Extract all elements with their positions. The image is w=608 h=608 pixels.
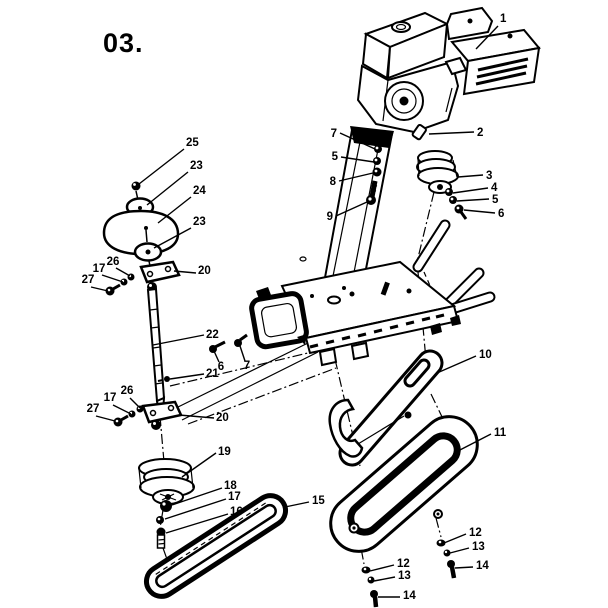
deck-hole: [310, 294, 314, 298]
leader-line-14r: [455, 567, 473, 568]
callout-label-4: 4: [491, 182, 498, 194]
callout-label-6r: 6: [498, 208, 505, 220]
callout-label-6m: 6: [217, 361, 225, 373]
belt-guard-11: [319, 405, 489, 563]
callout-label-26a: 26: [106, 256, 120, 268]
callout-label-26b: 26: [120, 385, 134, 397]
washer-8: [373, 168, 382, 177]
leader-line-2: [429, 132, 474, 134]
washer-5-right: [449, 196, 457, 204]
leader-line-7m: [240, 346, 245, 361]
leader-line-23a: [147, 172, 188, 205]
front-loop-bracket: [250, 292, 308, 348]
callout-label-8: 8: [329, 176, 336, 188]
washer-4: [445, 188, 453, 196]
lockwasher-13-right: [444, 550, 451, 557]
bolt-14-right: [447, 560, 455, 578]
deck-hole: [342, 286, 346, 290]
callout-label-7m: 7: [243, 360, 251, 372]
shaft-22: [148, 289, 164, 413]
washer-7: [374, 145, 382, 153]
leader-line-4: [453, 188, 488, 193]
leader-line-13r: [450, 548, 469, 553]
callout-label-27b: 27: [86, 403, 100, 415]
engine-pulley-3: [417, 151, 458, 193]
callout-label-14r: 14: [476, 560, 489, 572]
washer-17-pulley: [156, 516, 164, 524]
callout-label-17a: 17: [92, 263, 106, 275]
bolt-14-left: [370, 590, 378, 607]
pivot-stud: [405, 412, 412, 419]
leader-line-26a: [116, 268, 130, 276]
callout-label-13l: 13: [398, 570, 411, 582]
engine-assembly: [350, 8, 539, 148]
callout-label-1: 1: [500, 13, 507, 25]
leader-line-26b: [130, 398, 140, 408]
figure-number: 03.: [103, 28, 144, 58]
ball-stud-25: [132, 182, 141, 191]
leader-line-24: [158, 197, 191, 223]
callout-label-7l: 7: [330, 128, 337, 140]
washer-26-lower: [137, 406, 144, 413]
callout-label-18: 18: [224, 480, 237, 492]
leader-line-27b: [96, 416, 115, 421]
callout-label-21: 21: [206, 368, 219, 380]
deck-hole: [328, 297, 340, 304]
leader-line-21: [170, 374, 204, 379]
washer-12-left: [362, 567, 371, 574]
leader-line-25: [139, 149, 184, 184]
callout-label-10: 10: [479, 349, 492, 361]
callout-label-23a: 23: [190, 160, 203, 172]
pin-21: [164, 376, 170, 382]
callout-label-5l: 5: [331, 151, 338, 163]
deck-hole: [350, 292, 355, 297]
leader-line-6r: [464, 210, 495, 213]
callout-label-27a: 27: [81, 274, 95, 286]
deck-hole: [407, 289, 412, 294]
callout-label-16: 16: [230, 506, 243, 518]
callout-label-11: 11: [494, 427, 507, 439]
leader-line-27a: [91, 287, 108, 291]
callout-label-13r: 13: [472, 541, 485, 553]
leader-line-5r: [457, 199, 489, 201]
leader-line-12r: [444, 534, 466, 543]
callout-label-3: 3: [486, 170, 493, 182]
callout-label-22: 22: [206, 329, 219, 341]
callout-label-12r: 12: [469, 527, 482, 539]
leader-line-13l: [374, 577, 395, 581]
spindle-pulley-19: [139, 459, 194, 504]
callout-label-14l: 14: [403, 590, 416, 602]
callout-label-15: 15: [312, 495, 325, 507]
callout-label-25: 25: [186, 137, 199, 149]
bolt-16: [157, 528, 166, 549]
callout-label-19: 19: [218, 446, 231, 458]
leader-line-17a: [102, 275, 123, 282]
callout-label-20b: 20: [216, 412, 229, 424]
fuel-cap: [392, 22, 410, 32]
callout-label-17b: 17: [103, 392, 117, 404]
air-cleaner: [447, 8, 492, 39]
leader-line-17b: [113, 405, 131, 414]
leader-line-15: [285, 502, 309, 507]
callout-label-20a: 20: [198, 265, 211, 277]
callout-label-2: 2: [477, 127, 484, 139]
callout-label-24: 24: [193, 185, 206, 197]
callout-label-23b: 23: [193, 216, 206, 228]
nut-18: [160, 500, 172, 512]
bracket-20-upper: [141, 262, 179, 292]
callout-label-5r: 5: [492, 194, 499, 206]
lockwasher-13-left: [368, 577, 375, 584]
callout-label-12l: 12: [397, 558, 410, 570]
callout-label-17c: 17: [228, 491, 241, 503]
bracket-20-lower: [143, 402, 181, 430]
leader-line-12l: [370, 565, 394, 571]
leader-line-3: [458, 175, 483, 177]
callout-label-9: 9: [326, 211, 333, 223]
washer-5-left: [373, 157, 381, 165]
